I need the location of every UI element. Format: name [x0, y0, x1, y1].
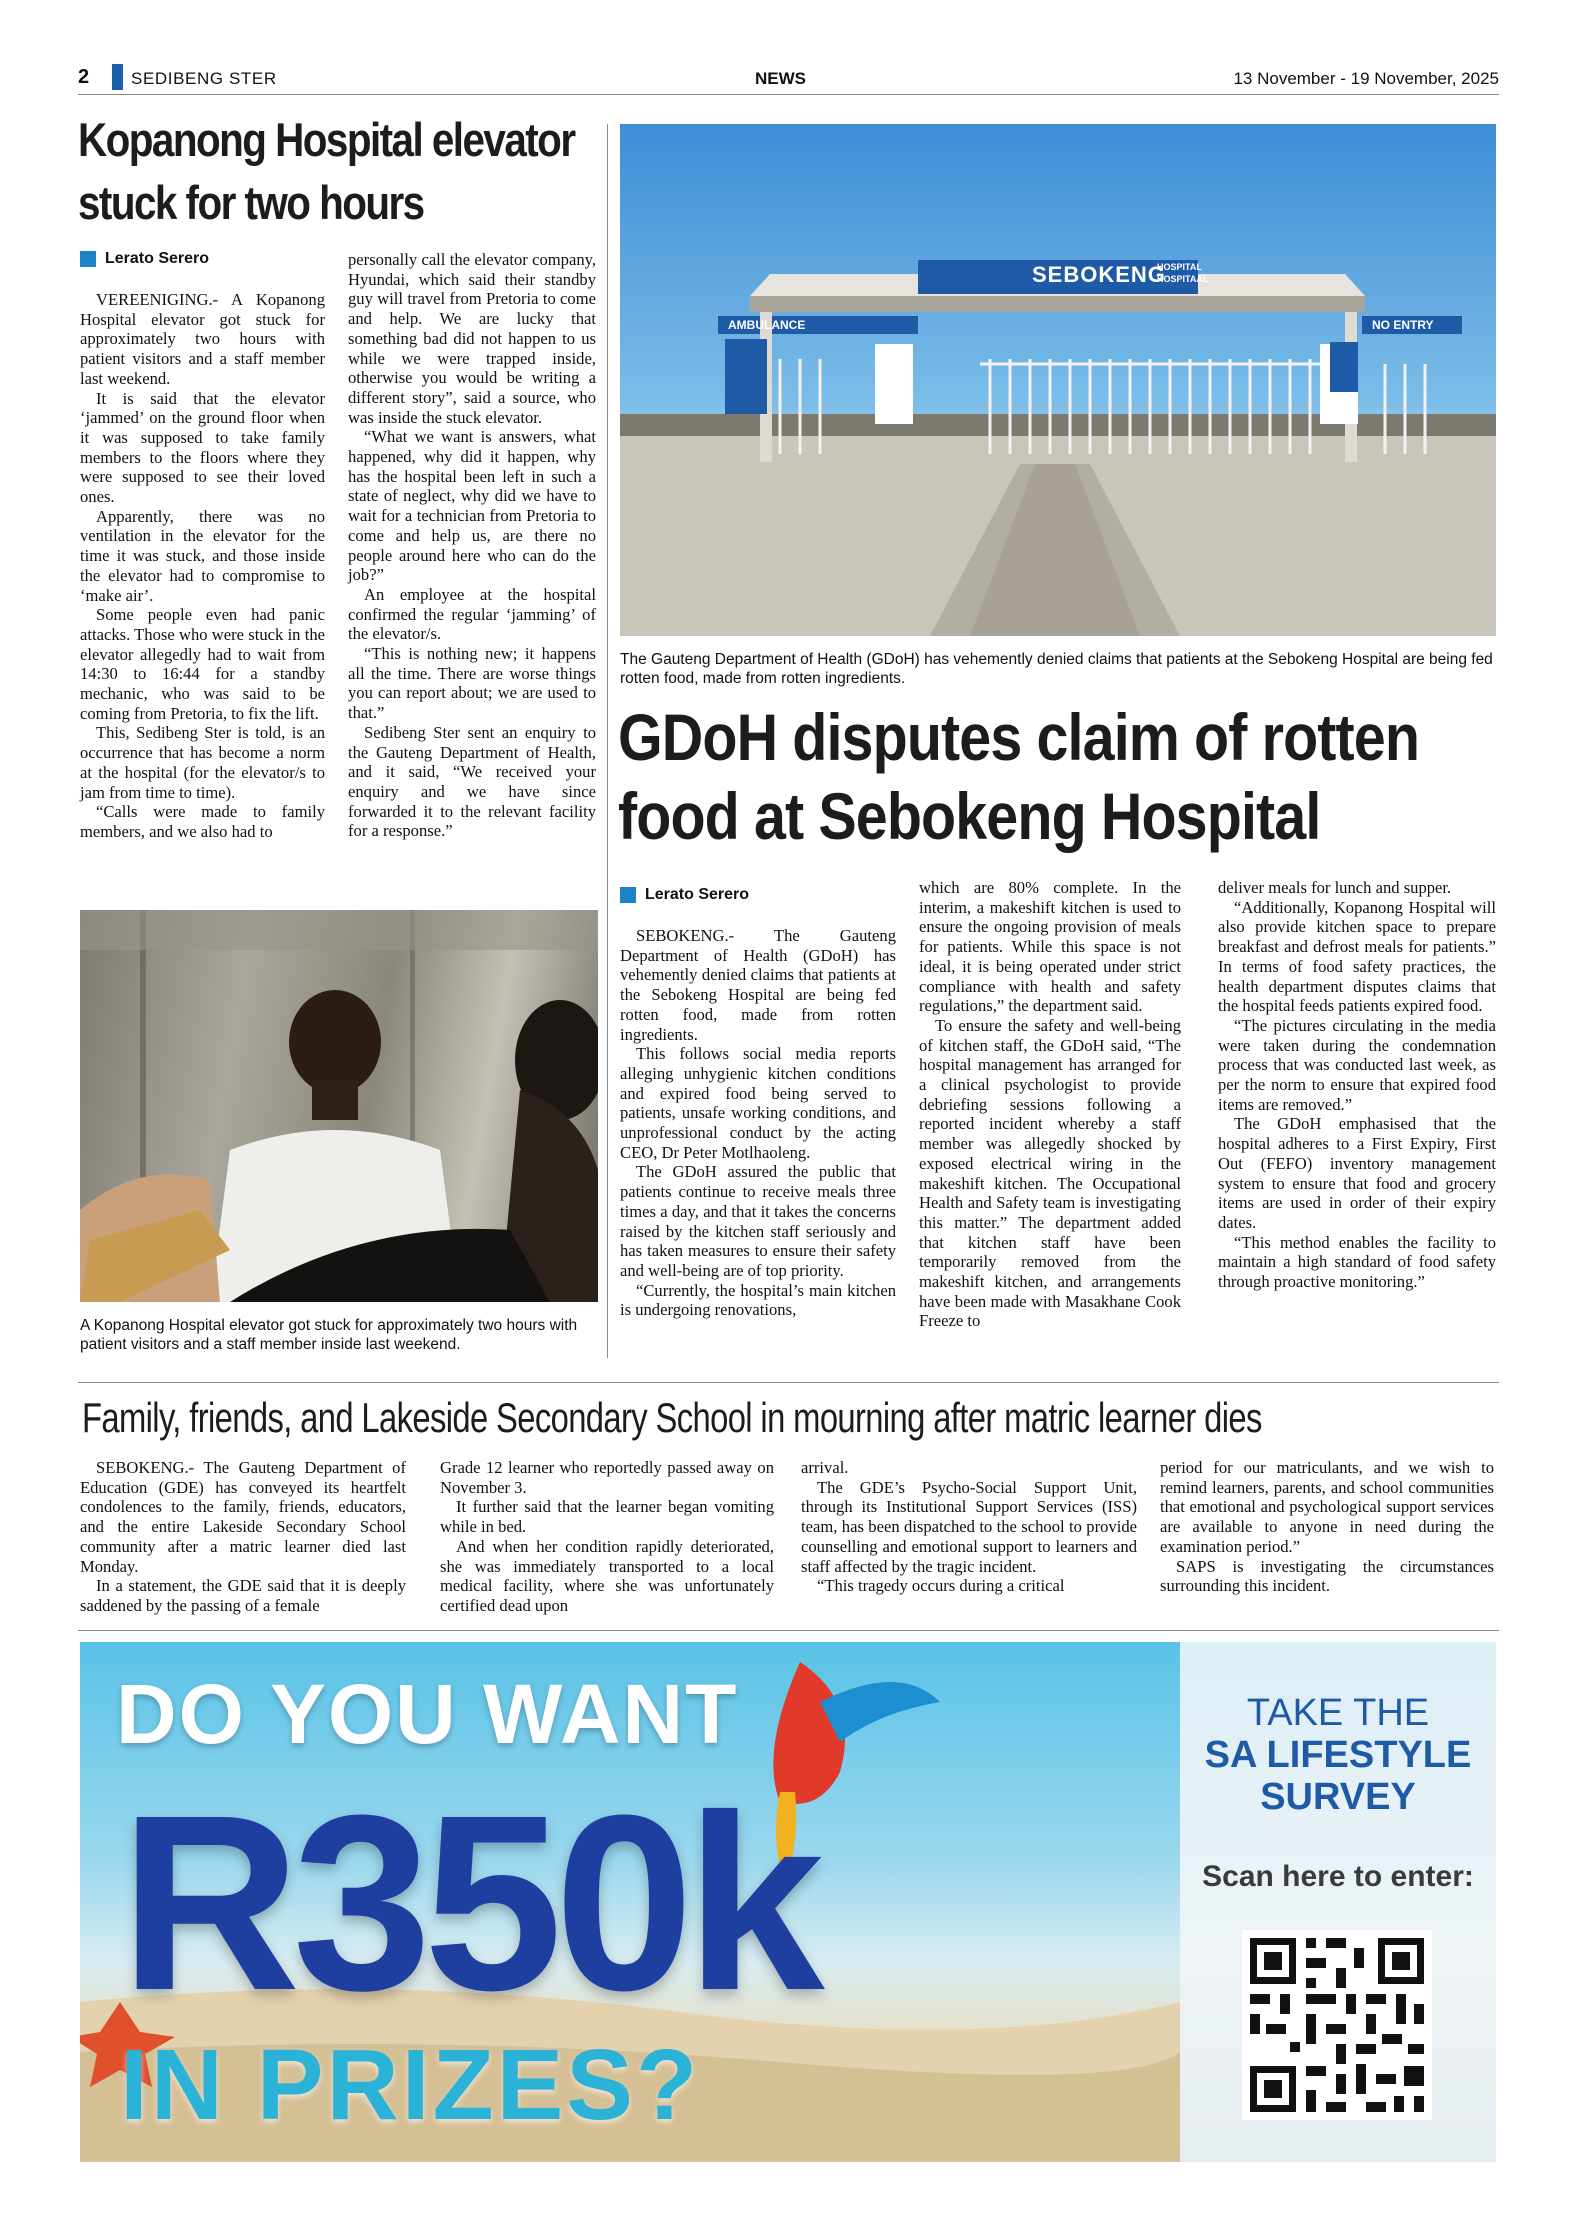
article1-col1 — [80, 290, 325, 842]
survey-advert[interactable] — [80, 1642, 1496, 2162]
ad-headline-line1: DO YOU WANT — [116, 1667, 739, 1761]
hospital-sign-sub2: HOSPITAAL — [1157, 274, 1209, 284]
paragraph: The GDoH emphasised that the hospital adheres to a First Expiry, First Out (FEFO) inventory management system to ensure that food and grocery items are used in order of their expiry dates. — [1218, 1114, 1496, 1232]
article1-byline — [80, 250, 209, 268]
paragraph: “The pictures circulating in the media were taken during the condemnation process that was conducted last week, as per the norm to ensure that expired food items are removed.” — [1218, 1015, 1496, 1114]
header-rule — [78, 94, 1499, 95]
paragraph: An employee at the hospital confirmed the regular ‘jamming’ of the elevator/s. — [348, 584, 596, 644]
paragraph: “What we want is answers, what happened, why did it happen, why has the hospital been left in such a state of neglect, why did we have to wait for a technician from Pretoria to come and help us, are there no people around here who can do the job?” — [348, 427, 596, 585]
article1-col2 — [348, 250, 596, 841]
panel-title-1: TAKE THE — [1246, 1692, 1430, 1734]
byline-square-icon — [620, 887, 636, 903]
panel-title-2: SA LIFESTYLE — [1204, 1734, 1472, 1776]
article3-col2 — [440, 1458, 774, 1616]
paragraph: The GDE’s Psycho-Social Support Unit, through its Institutional Support Services (ISS) team, has been dispatched to the school to provide counselling and emotional support to learners and staff affected by the tragic incident. — [801, 1477, 1137, 1576]
byline-name: Lerato Serero — [105, 250, 210, 267]
paragraph: Sedibeng Ster sent an enquiry to the Gauteng Department of Health, and it said, “We received your enquiry and we have since forwarded it to the relevant facility for a response.” — [348, 722, 596, 841]
column-divider — [607, 124, 608, 1358]
section-rule — [78, 1382, 1499, 1383]
paragraph: “This tragedy occurs during a critical — [817, 1576, 1065, 1596]
hospital-sign-main: SEBOKENG — [1032, 262, 1166, 287]
paragraph: “This method enables the facility to maintain a high standard of food safety through proactive monitoring.” — [1218, 1232, 1496, 1292]
paragraph: VEREENIGING.- A Kopanong Hospital elevator got stuck for approximately two hours with patient visitors and a staff member last weekend. — [80, 290, 325, 388]
paragraph: SAPS is investigating the circumstances surrounding this incident. — [1160, 1556, 1494, 1596]
survey-panel — [1180, 1642, 1496, 2162]
ambulance-sign: AMBULANCE — [728, 318, 806, 332]
article3-headline: Family, friends, and Lakeside Secondary School in mourning after matric learner dies — [82, 1394, 1262, 1441]
hospital-sign-sub1: HOSPITAL — [1157, 262, 1202, 272]
paper-name: SEDIBENG STER — [131, 69, 277, 88]
paragraph: To ensure the safety and well-being of kitchen staff, the GDoH said, “The hospital management has arranged for a clinical psychologist to provide debriefing sessions following a reported incident whereby a staff member was allegedly shocked by exposed electrical wiring in the makeshift kitchen. The Occupational Health and Safety team is investigating this matter.” The department added that kitchen staff have been temporarily removed from the makeshift kitchen, and arrangements have been made with Masakhane Cook Freeze to — [919, 1015, 1181, 1331]
paragraph: SEBOKENG.- The Gauteng Department of Health (GDoH) has vehemently denied claims that patients at the Sebokeng Hospital are being fed rotten food, made from rotten ingredients. — [620, 926, 896, 1044]
paragraph: It is said that the elevator ‘jammed’ on the ground floor when it was supposed to take family members to the floors where they were supposed to see their loved ones. — [80, 388, 325, 507]
paragraph: which are 80% complete. In the interim, a makeshift kitchen is used to ensure the ongoing provision of meals for patients. While this space is not ideal, it is being operated under strict compliance with health and safety regulations,” the department said. — [919, 878, 1181, 1016]
paragraph: “Additionally, Kopanong Hospital will also provide kitchen space to prepare breakfast and defrost meals for patients.” In terms of food safety practices, the health department disputes claims that the hospital feeds patients expired food. — [1218, 897, 1496, 1016]
paragraph: “Calls were made to family members, and we also had to — [80, 802, 325, 841]
article2-headline: GDoH disputes claim of rotten food at Sebokeng Hospital — [618, 700, 1420, 853]
panel-title-3: SURVEY — [1260, 1776, 1416, 1818]
paragraph: And when her condition rapidly deteriorated, she was immediately transported to a local medical facility, where she was unfortunately certified dead upon — [440, 1536, 774, 1615]
hospital-entrance-illustration — [620, 124, 1496, 636]
elevator-scene-illustration — [80, 910, 598, 1302]
article3-col4 — [1160, 1458, 1494, 1596]
paragraph: It further said that the learner began vomiting while in bed. — [440, 1497, 774, 1537]
paragraph: personally call the elevator company, Hyundai, which said their standby guy will travel from Pretoria to come and help. We are lucky that something bad did not happen to us while we were trapped inside, otherwise you would be writing a different story”, said a source, who was inside the stuck elevator. — [348, 250, 596, 427]
byline-square-icon — [80, 251, 96, 267]
paragraph: period for our matriculants, and we wish to remind learners, parents, and school communities that emotional and psychological support services are available to anyone in need during the examination period.” — [1160, 1458, 1494, 1556]
accent-bar — [112, 64, 123, 90]
article1-photo-caption: A Kopanong Hospital elevator got stuck for approximately two hours with patient visitors and a staff member inside last weekend. — [80, 1317, 578, 1353]
article3-col1 — [80, 1458, 406, 1616]
hospital-photo — [620, 124, 1496, 636]
no-entry-sign: NO ENTRY — [1372, 318, 1434, 332]
page-number: 2 — [78, 66, 90, 88]
paragraph: “This is nothing new; it happens all the time. There are worse things you can report about; we are used to that.” — [348, 644, 596, 723]
paragraph: The GDoH assured the public that patients continue to receive meals three times a day, and that it takes the concerns raised by the kitchen staff seriously and has taken measures to ensure their safety and well-being are of top priority. — [620, 1162, 896, 1280]
qr-code-graphic — [1242, 1930, 1432, 2120]
paragraph: This, Sedibeng Ster is told, is an occurrence that has become a norm at the hospital (for the elevator/s to jam from time to time). — [80, 723, 325, 802]
article2-col1 — [620, 926, 896, 1320]
section-label: NEWS — [755, 69, 806, 88]
paragraph: Apparently, there was no ventilation in the elevator for the time it was stuck, and those inside the elevator had to compromise to ‘make air’. — [80, 506, 325, 605]
scan-instruction: Scan here to enter: — [1202, 1860, 1474, 1893]
paragraph: arrival. — [801, 1458, 849, 1477]
paragraph: Grade 12 learner who reportedly passed away on November 3. — [440, 1458, 774, 1497]
article1-headline: Kopanong Hospital elevator stuck for two hours — [78, 113, 575, 229]
qr-code-icon[interactable] — [1242, 1930, 1432, 2120]
ad-headline-line3: IN PRIZES? — [120, 2029, 701, 2141]
byline-name: Lerato Serero — [645, 886, 750, 903]
article2-col2 — [919, 878, 1181, 1331]
elevator-photo — [80, 910, 598, 1302]
paragraph: “Currently, the hospital’s main kitchen is undergoing renovations, — [620, 1280, 896, 1320]
issue-date: 13 November - 19 November, 2025 — [1233, 69, 1499, 88]
ad-prize-amount: R350k — [120, 1763, 817, 2042]
paragraph: In a statement, the GDE said that it is deeply saddened by the passing of a female — [80, 1576, 406, 1615]
article2-photo-caption: The Gauteng Department of Health (GDoH) has vehemently denied claims that patients at the Sebokeng Hospital are being fed rotten food, made from rotten ingredients. — [620, 651, 1493, 687]
article2-col3 — [1218, 878, 1496, 1292]
article2-byline — [620, 886, 749, 904]
paragraph: Some people even had panic attacks. Those who were stuck in the elevator allegedly had to wait from 14:30 to 16:44 for a standby mechanic, who was said to be coming from Pretoria, to fix the lift. — [80, 605, 325, 723]
section-rule — [78, 1630, 1499, 1631]
paragraph: deliver meals for lunch and supper. — [1218, 878, 1452, 897]
paragraph: SEBOKENG.- The Gauteng Department of Education (GDE) has conveyed its heartfelt condolences to the family, friends, educators, and the entire Lakeside Secondary School community after a matric learner died last Monday. — [80, 1458, 406, 1576]
paragraph: This follows social media reports alleging unhygienic kitchen conditions and expired food being served to patients, unsafe working conditions, and unprofessional conduct by the acting CEO, Dr Peter Motlhaoleng. — [620, 1044, 896, 1162]
article3-col3 — [801, 1458, 1137, 1596]
